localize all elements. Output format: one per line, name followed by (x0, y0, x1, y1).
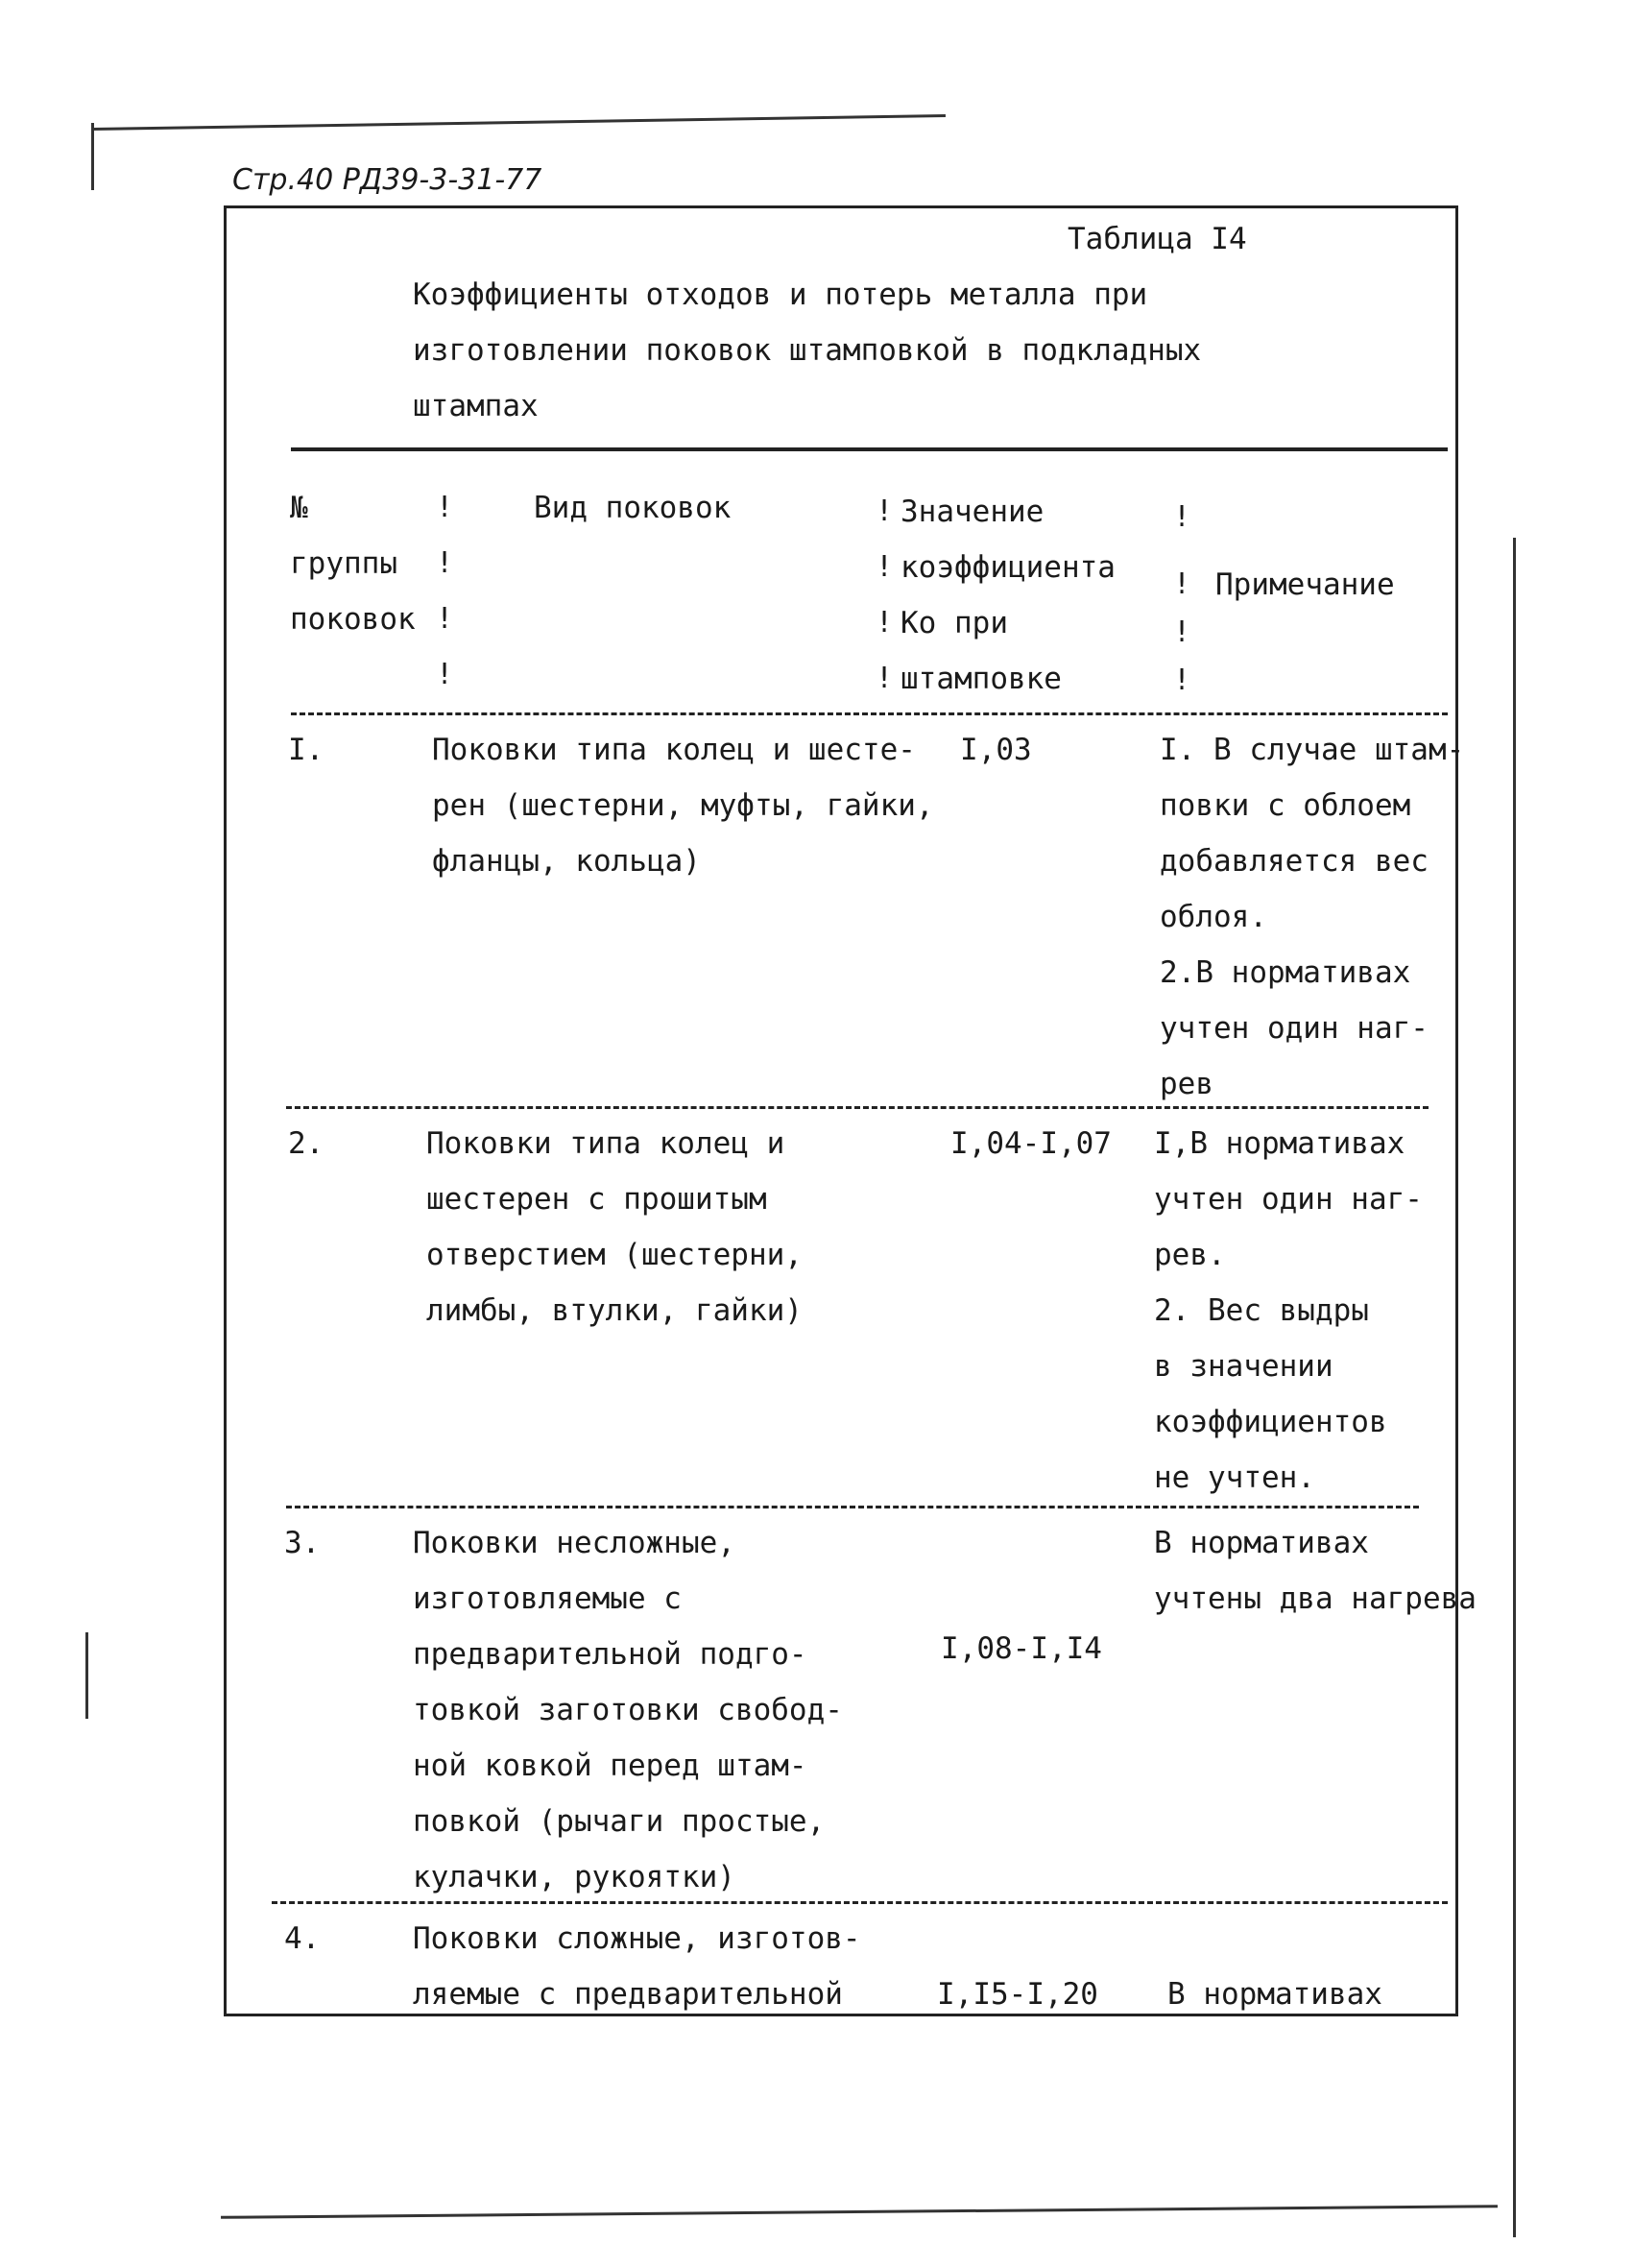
row-3-note-line-2: учтены два нагрева (1154, 1581, 1477, 1616)
header-group-line-1: № (290, 491, 308, 525)
row-1-note-line-7: рев (1160, 1067, 1213, 1101)
row-4-kind-line-2: ляемые с предварительной (413, 1977, 843, 2012)
header-note: Примечание (1215, 567, 1395, 602)
row-4-coef: I,I5-I,20 (937, 1977, 1098, 2012)
scan-mark-left (85, 1632, 88, 1719)
separator: ! (876, 662, 894, 695)
row-1-kind-line-3: фланцы, кольца) (432, 844, 701, 879)
separator: ! (436, 546, 454, 580)
row-1-note-line-3: добавляется вес (1160, 844, 1429, 879)
header-coef-line-1: Значение (901, 495, 1045, 529)
header-kind: Вид поковок (534, 491, 732, 525)
row-2-kind-line-3: отверстием (шестерни, (426, 1238, 803, 1272)
row-1-coef: I,03 (960, 733, 1032, 767)
row-divider (286, 1506, 1419, 1508)
row-2-coef: I,04-I,07 (950, 1126, 1112, 1161)
separator: ! (436, 491, 454, 524)
row-1-note (1160, 722, 1464, 1112)
row-3-kind-line-5: ной ковкой перед штам- (413, 1749, 807, 1783)
table-title-line-2: изготовлении поковок штамповкой в подкладных (413, 333, 1202, 368)
row-2-note-line-1: I,В нормативах (1154, 1126, 1405, 1161)
row-2-group: 2. (288, 1126, 324, 1161)
row-3-note-line-1: В нормативах (1154, 1526, 1369, 1560)
row-2-kind-line-1: Поковки типа колец и (426, 1126, 785, 1161)
row-4-note (1167, 1966, 1382, 2022)
row-4-kind-line-1: Поковки сложные, изготов- (413, 1921, 861, 1956)
scan-edge-top-left (91, 123, 94, 190)
header-group-line-3: поковок (290, 602, 416, 637)
row-4-kind (413, 1911, 861, 2022)
page-reference: Стр.40 РД39-3-31-77 (232, 163, 542, 197)
header-coef-line-2: коэффициента (901, 550, 1116, 585)
row-2-kind-line-4: лимбы, втулки, гайки) (426, 1293, 803, 1328)
row-3-kind-line-1: Поковки несложные, (413, 1526, 735, 1560)
separator: ! (876, 606, 894, 639)
separator: ! (1173, 615, 1191, 649)
row-3-kind-line-7: кулачки, рукоятки) (413, 1860, 735, 1894)
separator: ! (436, 658, 454, 691)
header-coef (901, 484, 1116, 707)
row-2-note-line-6: коэффициентов (1154, 1405, 1387, 1439)
row-2-kind (426, 1116, 803, 1339)
separator: ! (876, 550, 894, 584)
row-2-note (1154, 1116, 1423, 1506)
table-label: Таблица I4 (1068, 222, 1247, 256)
row-3-kind-line-2: изготовляемые с (413, 1581, 682, 1616)
row-2-note-line-3: рев. (1154, 1238, 1226, 1272)
header-group-line-2: группы (290, 546, 397, 581)
row-3-kind (413, 1515, 843, 1905)
table-title-line-1: Коэффициенты отходов и потерь металла при (413, 277, 1148, 312)
row-3-note (1154, 1515, 1477, 1627)
row-4-group: 4. (284, 1921, 321, 1956)
row-2-note-line-5: в значении (1154, 1349, 1333, 1384)
separator: ! (1173, 664, 1191, 697)
row-divider (272, 1901, 1448, 1904)
row-2-note-line-2: учтен один наг- (1154, 1182, 1423, 1217)
row-3-kind-line-6: повкой (рычаги простые, (413, 1804, 826, 1839)
row-3-kind-line-3: предварительной подго- (413, 1637, 807, 1672)
row-1-kind-line-2: рен (шестерни, муфты, гайки, (432, 788, 934, 823)
row-1-group: I. (288, 733, 324, 767)
separator: ! (1173, 500, 1191, 534)
row-3-coef: I,08-I,I4 (941, 1631, 1102, 1666)
header-group (290, 480, 416, 647)
scan-edge-top (91, 114, 946, 131)
row-divider (291, 712, 1448, 715)
row-1-note-line-5: 2.В нормативах (1160, 955, 1411, 990)
row-1-kind-line-1: Поковки типа колец и шесте- (432, 733, 916, 767)
separator: ! (436, 602, 454, 636)
row-2-note-line-4: 2. Вес выдры (1154, 1293, 1369, 1328)
row-1-kind (432, 722, 934, 889)
row-1-note-line-2: повки с облоем (1160, 788, 1411, 823)
header-coef-line-4: штамповке (901, 662, 1062, 696)
row-1-note-line-4: облоя. (1160, 900, 1267, 934)
row-2-note-line-7: не учтен. (1154, 1460, 1315, 1495)
row-2-kind-line-2: шестерен с прошитым (426, 1182, 767, 1217)
row-1-note-line-6: учтен один наг- (1160, 1011, 1429, 1046)
separator: ! (1173, 567, 1191, 601)
row-divider (286, 1106, 1429, 1109)
header-coef-line-3: Ко при (901, 606, 1008, 640)
table-title-line-3: штампах (413, 389, 539, 423)
separator: ! (876, 495, 894, 528)
row-3-group: 3. (284, 1526, 321, 1560)
row-3-kind-line-4: товкой заготовки свобод- (413, 1693, 843, 1727)
table-top-rule (291, 447, 1448, 451)
row-4-note-line-1: В нормативах (1167, 1977, 1382, 2012)
scan-edge-bottom (221, 2205, 1498, 2219)
row-1-note-line-1: I. В случае штам- (1160, 733, 1465, 767)
scan-edge-right (1513, 538, 1516, 2237)
